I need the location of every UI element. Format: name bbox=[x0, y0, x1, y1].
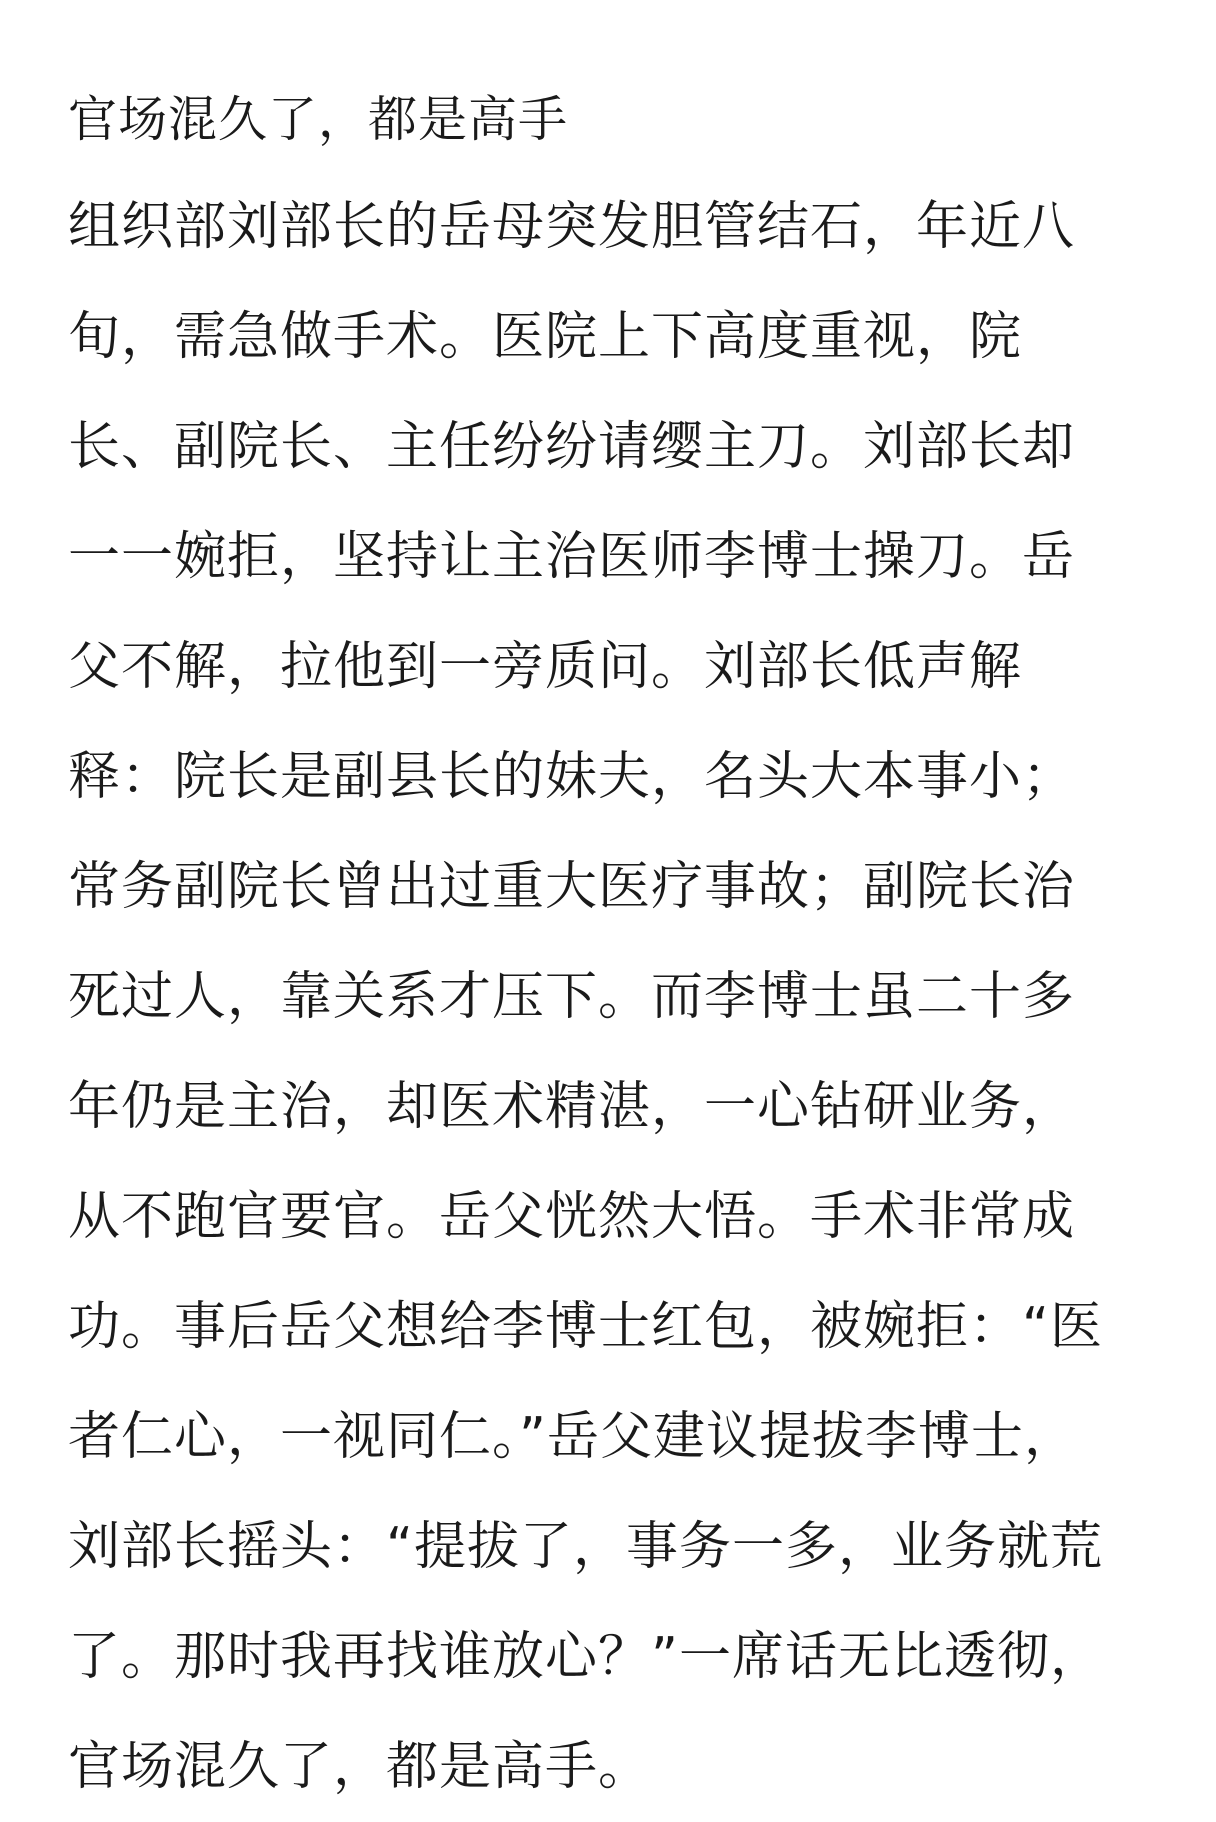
body-line-2: 旬，需急做手术。医院上下高度重视，院 bbox=[68, 307, 1023, 367]
post-title: 官场混久了，都是高手 bbox=[68, 91, 569, 148]
body-line-3: 长、副院长、主任纷纷请缨主刀。刘部长却 bbox=[68, 417, 1076, 477]
body-line-7: 常务副院长曾出过重大医疗事故；副院长治 bbox=[68, 857, 1076, 917]
body-line-8: 死过人，靠关系才压下。而李博士虽二十多 bbox=[68, 967, 1076, 1027]
body-line-5: 父不解，拉他到一旁质问。刘部长低声解 bbox=[68, 637, 1023, 697]
body-line-15: 官场混久了，都是高手。 bbox=[68, 1737, 652, 1797]
body-line-1: 组织部刘部长的岳母突发胆管结石，年近八 bbox=[68, 197, 1076, 257]
body-line-13: 刘部长摇头：“提拔了，事务一多，业务就荒 bbox=[68, 1517, 1103, 1577]
body-line-6: 释：院长是副县长的妹夫，名头大本事小； bbox=[68, 747, 1076, 807]
body-line-11: 功。事后岳父想给李博士红包，被婉拒：“医 bbox=[68, 1297, 1103, 1357]
body-line-12: 者仁心，一视同仁。”岳父建议提拔李博士， bbox=[68, 1407, 1077, 1467]
body-line-10: 从不跑官要官。岳父恍然大悟。手术非常成 bbox=[68, 1187, 1076, 1247]
post-body bbox=[68, 172, 1148, 1822]
body-line-4: 一一婉拒，坚持让主治医师李博士操刀。岳 bbox=[68, 527, 1076, 587]
body-line-9: 年仍是主治，却医术精湛，一心钻研业务， bbox=[68, 1077, 1076, 1137]
body-line-14: 了。那时我再找谁放心？”一席话无比透彻， bbox=[68, 1627, 1103, 1687]
